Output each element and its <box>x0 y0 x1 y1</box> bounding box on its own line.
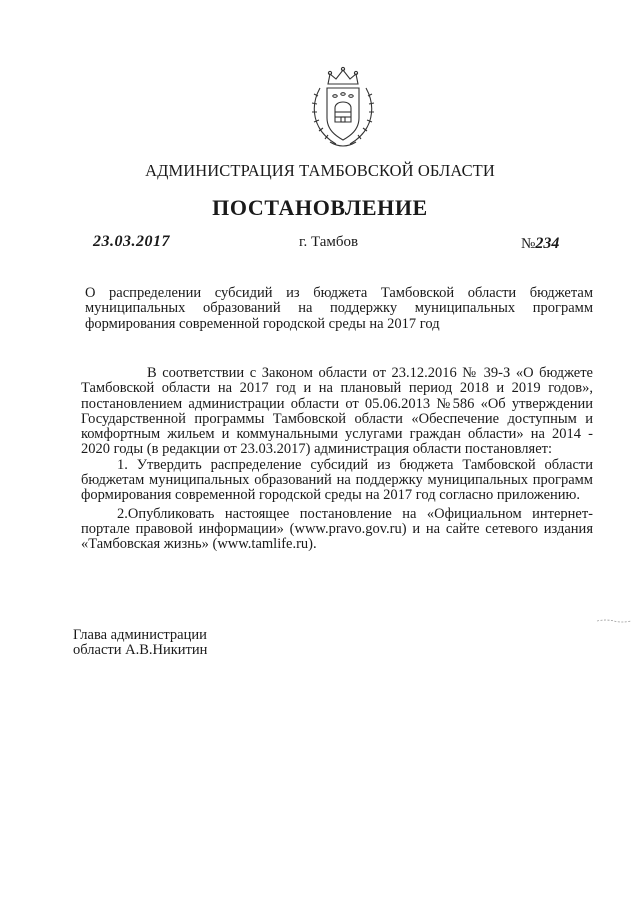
signature-line-2: области А.В.Никитин <box>73 642 208 659</box>
scan-artifact-line <box>596 617 632 625</box>
document-city: г. Тамбов <box>299 234 359 250</box>
number-sign: № <box>521 236 536 252</box>
resolution-item-1: 1. Утвердить распределение субсидий из бюджета Тамбовской области бюджетам муниципальных образований на поддержку муниципальных программ формирования современной городской среды на 2017 год согласно приложению. <box>81 456 593 504</box>
document-body <box>81 366 593 553</box>
resolution-item-2: 2.Опубликовать настоящее постановление на «Официальном интернет-портале правовой информации» (www.pravo.gov.ru) и на сайте сетевого издания «Тамбовская жизнь» (www.tamlife.ru). <box>81 505 593 553</box>
number-value: 234 <box>535 235 560 252</box>
organization-title: АДМИНИСТРАЦИЯ ТАМБОВСКОЙ ОБЛАСТИ <box>145 161 495 180</box>
signature-line-1: Глава администрации <box>73 627 207 643</box>
signature-block <box>73 628 207 659</box>
document-type-title: ПОСТАНОВЛЕНИЕ <box>212 195 428 220</box>
preamble-paragraph: В соответствии с Законом области от 23.12.2016 № 39-З «О бюджете Тамбовской области на 2017 год и на плановый период 2018 и 2019 годов», постановлением администрации области от 05.06.2013 №586 «Об утверждении Государственной программы Тамбовской области «Обеспечение доступным и комфортным жильем и коммунальными услугами граждан области» на 2014 - 2020 годы (в редакции от 23.03.2017) администрация области постановляет: <box>81 365 593 458</box>
document-number <box>521 235 559 253</box>
coat-of-arms-emblem <box>306 66 380 150</box>
document-subject: О распределении субсидий из бюджета Тамбовской области бюджетам муниципальных образований на поддержку муниципальных программ формирования современной городской среды на 2017 год <box>85 285 593 332</box>
document-date: 23.03.2017 <box>93 233 170 250</box>
